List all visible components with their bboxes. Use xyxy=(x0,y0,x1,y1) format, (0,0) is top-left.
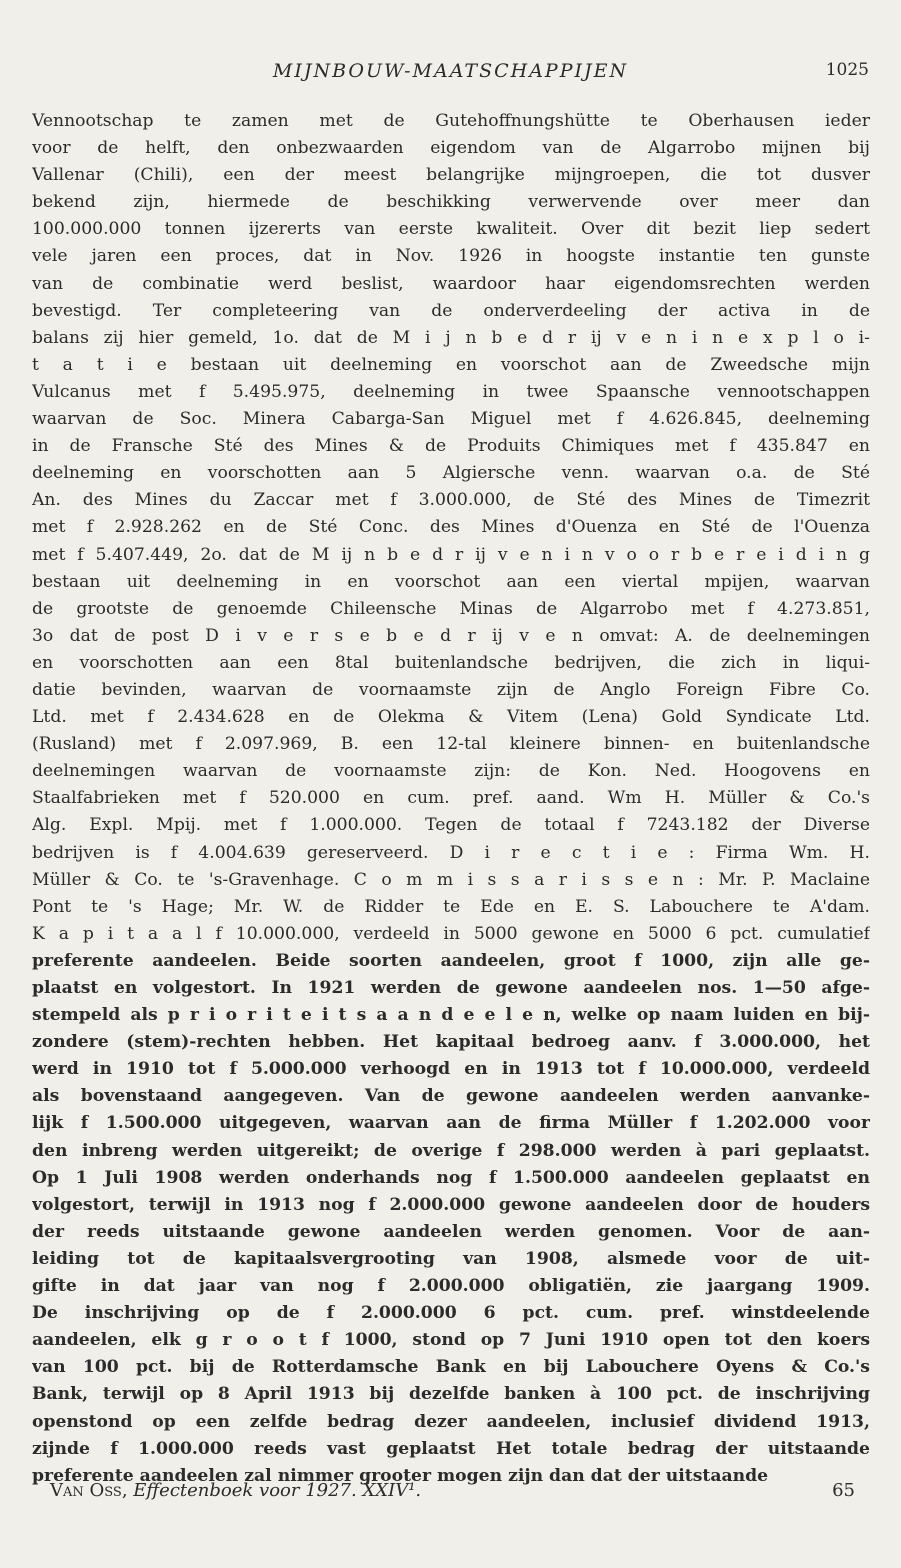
text-line: bestaan uit deelneming in en voorschot aan een viertal mpijen, waarvan xyxy=(32,571,870,592)
text-line: balans zij hier gemeld, 1o. dat de M i j n b e d r ij v e n i n e x p l o i- xyxy=(32,327,870,348)
text-line: bedrijven is f 4.004.639 gereserveerd. D i r e c t i e : Firma Wm. H. xyxy=(32,842,870,863)
running-header xyxy=(30,60,871,88)
page-footer xyxy=(50,1480,855,1510)
text-line: 100.000.000 tonnen ijzererts van eerste kwaliteit. Over dit bezit liep sedert xyxy=(32,219,870,240)
text-line: deelneming en voorschotten aan 5 Algiersche venn. waarvan o.a. de Sté xyxy=(32,463,870,484)
text-line: Ltd. met f 2.434.628 en de Olekma & Vitem (Lena) Gold Syndicate Ltd. xyxy=(32,707,870,728)
text-line: zondere (stem)-rechten hebben. Het kapitaal bedroeg aanv. f 3.000.000, het xyxy=(32,1032,870,1053)
section-title: MIJNBOUW-MAATSCHAPPIJEN xyxy=(272,60,629,82)
text-line: deelnemingen waarvan de voornaamste zijn: de Kon. Ned. Hoogovens en xyxy=(32,761,870,782)
text-line: preferente aandeelen zal nimmer grooter mogen zijn dan dat der uitstaande xyxy=(32,1465,769,1486)
body-text xyxy=(32,108,870,1490)
text-line: aandeelen, elk g r o o t f 1000, stond op 7 Juni 1910 open tot den koers xyxy=(32,1330,870,1351)
text-line: An. des Mines du Zaccar met f 3.000.000, de Sté des Mines de Timezrit xyxy=(32,490,870,511)
text-line: met f 5.407.449, 2o. dat de M ij n b e d r ij v e n i n v o o r b e r e i d i n g xyxy=(32,544,870,565)
text-line: en voorschotten aan een 8tal buitenlandsche bedrijven, die zich in liqui- xyxy=(32,652,870,673)
text-line: lijk f 1.500.000 uitgegeven, waarvan aan de firma Müller f 1.202.000 voor xyxy=(32,1113,870,1134)
text-line: t a t i e bestaan uit deelneming en voorschot aan de Zweedsche mijn xyxy=(32,354,870,375)
text-line: 3o dat de post D i v e r s e b e d r ij v e n omvat: A. de deelnemingen xyxy=(32,625,870,646)
text-line: Müller & Co. te 's-Gravenhage. C o m m i s s a r i s s e n : Mr. P. Maclaine xyxy=(32,869,870,890)
text-line: Vallenar (Chili), een der meest belangrijke mijngroepen, die tot dusver xyxy=(32,165,870,186)
text-line: De inschrijving op de f 2.000.000 6 pct. cum. pref. winstdeelende xyxy=(32,1303,870,1324)
text-line: van de combinatie werd beslist, waardoor haar eigendomsrechten werden xyxy=(32,273,870,294)
text-line: de grootste de genoemde Chileensche Minas de Algarrobo met f 4.273.851, xyxy=(32,598,870,619)
text-line: voor de helft, den onbezwaarden eigendom van de Algarrobo mijnen bij xyxy=(32,138,870,159)
text-line: Op 1 Juli 1908 werden onderhands nog f 1.500.000 aandeelen geplaatst en xyxy=(32,1167,870,1188)
text-line: Alg. Expl. Mpij. met f 1.000.000. Tegen de totaal f 7243.182 der Diverse xyxy=(32,815,870,836)
text-line: met f 2.928.262 en de Sté Conc. des Mines d'Ouenza en Sté de l'Ouenza xyxy=(32,517,870,538)
text-line: den inbreng werden uitgereikt; de overige f 298.000 werden à pari geplaatst. xyxy=(32,1140,870,1161)
text-line: preferente aandeelen. Beide soorten aandeelen, groot f 1000, zijn alle ge- xyxy=(32,950,870,971)
text-line: K a p i t a a l f 10.000.000, verdeeld in 5000 gewone en 5000 6 pct. cumulatief xyxy=(32,923,870,944)
text-line: van 100 pct. bij de Rotterdamsche Bank en bij Labouchere Oyens & Co.'s xyxy=(32,1357,870,1378)
text-line: volgestort, terwijl in 1913 nog f 2.000.000 gewone aandeelen door de houders xyxy=(32,1194,870,1215)
book-title: Effectenboek voor 1927. xyxy=(133,1480,363,1501)
text-line: bekend zijn, hiermede de beschikking verwervende over meer dan xyxy=(32,192,870,213)
text-line: vele jaren een proces, dat in Nov. 1926 in hoogste instantie ten gunste xyxy=(32,246,870,267)
text-line: waarvan de Soc. Minera Cabarga-San Miguel met f 4.626.845, deelneming xyxy=(32,409,870,430)
text-line: als bovenstaand aangegeven. Van de gewone aandeelen werden aanvanke- xyxy=(32,1086,870,1107)
sheet-number: 65 xyxy=(832,1480,855,1501)
text-line: in de Fransche Sté des Mines & de Produits Chimiques met f 435.847 en xyxy=(32,436,870,457)
text-line: Bank, terwijl op 8 April 1913 bij dezelfde banken à 100 pct. de inschrijving xyxy=(32,1384,870,1405)
footer-citation xyxy=(50,1480,421,1501)
text-line: zijnde f 1.000.000 reeds vast geplaatst Het totale bedrag der uitstaande xyxy=(32,1438,870,1459)
text-line: der reeds uitstaande gewone aandeelen werden genomen. Voor de aan- xyxy=(32,1221,870,1242)
text-line: gifte in dat jaar van nog f 2.000.000 obligatiën, zie jaargang 1909. xyxy=(32,1276,870,1297)
text-line: openstond op een zelfde bedrag dezer aandeelen, inclusief dividend 1913, xyxy=(32,1411,870,1432)
text-line: Vulcanus met f 5.495.975, deelneming in twee Spaansche vennootschappen xyxy=(32,381,870,402)
page-number: 1025 xyxy=(825,60,869,80)
volume-number: XXIV¹. xyxy=(362,1480,422,1501)
text-line: Pont te 's Hage; Mr. W. de Ridder te Ede en E. S. Labouchere te A'dam. xyxy=(32,896,870,917)
text-line: plaatst en volgestort. In 1921 werden de gewone aandeelen nos. 1—50 afge- xyxy=(32,978,870,998)
text-line: leiding tot de kapitaalsvergrooting van 1908, alsmede voor de uit- xyxy=(32,1248,870,1269)
publisher-name: Van Oss, xyxy=(50,1480,134,1501)
text-line: Staalfabrieken met f 520.000 en cum. pref. aand. Wm H. Müller & Co.'s xyxy=(32,788,870,809)
text-line: datie bevinden, waarvan de voornaamste zijn de Anglo Foreign Fibre Co. xyxy=(32,679,870,700)
text-line: stempeld als p r i o r i t e i t s a a n d e e l e n, welke op naam luiden en bij- xyxy=(32,1005,870,1026)
text-line: bevestigd. Ter completeering van de onderverdeeling der activa in de xyxy=(32,300,870,321)
text-line: Vennootschap te zamen met de Gutehoffnungshütte te Oberhausen ieder xyxy=(32,111,870,131)
text-line: werd in 1910 tot f 5.000.000 verhoogd en in 1913 tot f 10.000.000, verdeeld xyxy=(32,1059,870,1080)
text-line: (Rusland) met f 2.097.969, B. een 12-tal kleinere binnen- en buitenlandsche xyxy=(32,734,870,755)
